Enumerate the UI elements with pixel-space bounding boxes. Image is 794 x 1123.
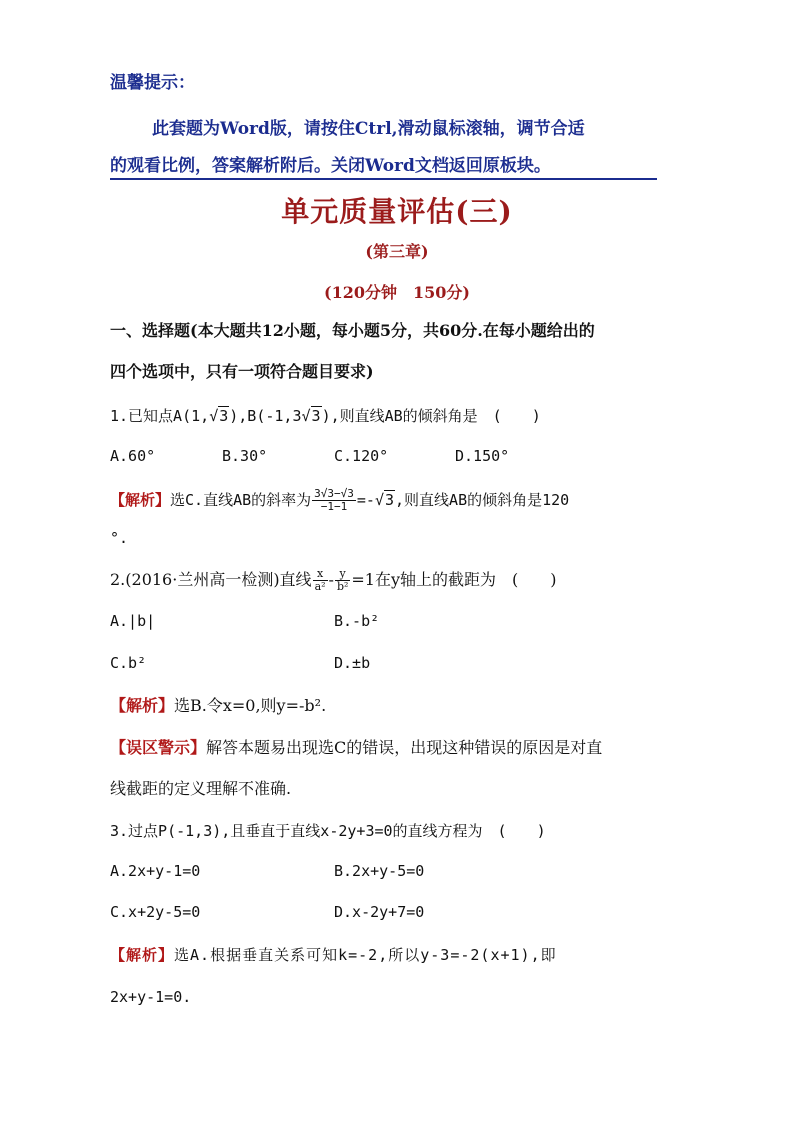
sqrt-symbol: √3: [374, 491, 395, 509]
q1-option-b: B.30°: [222, 447, 268, 465]
q1-solution-part-c: ,则直线AB的倾斜角是120: [395, 491, 570, 509]
q1-stem-part-c: ),则直线AB的倾斜角是 ( ): [321, 407, 541, 425]
q3-stem: 3.过点P(-1,3),且垂直于直线x-2y+3=0的直线方程为 ( ): [110, 822, 546, 840]
fraction-numerator: y: [335, 568, 350, 581]
section-heading-line-1: 一、选择题(本大题共12小题，每小题5分，共60分.在每小题给出的: [110, 321, 595, 340]
q1-option-a: A.60°: [110, 447, 156, 465]
q2-warning-line-1: 解答本题易出现选C的错误，出现这种错误的原因是对直: [206, 738, 603, 757]
solution-tag: 【解析】: [110, 946, 175, 964]
q2-option-d: D.±b: [334, 654, 371, 672]
q1-slope-fraction: [312, 488, 356, 513]
section-heading-line-2: 四个选项中，只有一项符合题目要求): [110, 362, 374, 381]
tip-line-1: 此套题为Word版，请按住Ctrl,滑动鼠标滚轴，调节合适: [152, 119, 585, 139]
fraction-numerator: 3√3−√3: [314, 487, 354, 500]
q1-option-c: C.120°: [334, 447, 389, 465]
chapter-label: (第三章): [365, 242, 429, 261]
warning-tag: 【误区警示】: [110, 738, 207, 757]
solution-tag: 【解析】: [110, 491, 171, 509]
q3-option-d: D.x-2y+7=0: [334, 903, 425, 921]
timing-label: (120分钟 150分): [324, 283, 470, 302]
q1-stem-part-b: ),B(-1,3: [229, 407, 302, 425]
sqrt-symbol: √3: [301, 407, 321, 425]
tip-title: 温馨提示：: [110, 73, 195, 93]
q1-stem-part-a: 1.已知点A(1,: [110, 407, 210, 425]
q3-option-c: C.x+2y-5=0: [110, 903, 201, 921]
q3-solution-line-1: 选A.根据垂直关系可知k=-2,所以y-3=-2(x+1),即: [174, 946, 557, 964]
fraction-numerator: x: [313, 568, 328, 581]
q2-option-b: B.-b²: [334, 612, 380, 630]
q1-solution: [110, 488, 700, 513]
q1-solution-sqrt: 3: [384, 491, 395, 509]
sqrt-symbol: √3: [209, 407, 229, 425]
q3-option-b: B.2x+y-5=0: [334, 862, 425, 880]
q1-solution-part-b: =-: [356, 491, 375, 509]
fraction-denominator: −1−1: [320, 500, 348, 513]
q3-option-a: A.2x+y-1=0: [110, 862, 201, 880]
q2-warning-line-2: 线截距的定义理解不准确.: [110, 779, 292, 798]
page-title: 单元质量评估(三): [281, 195, 513, 228]
q1-sqrt-1: 3: [219, 407, 229, 425]
q2-stem-part-a: 2.(2016·兰州高一检测)直线: [110, 570, 312, 589]
q2-fraction-x: [313, 568, 328, 593]
q2-solution-text: 选B.令x=0,则y=-b².: [174, 696, 327, 715]
q1-sqrt-2: 3: [311, 407, 321, 425]
q2-option-c: C.b²: [110, 654, 147, 672]
q2-stem: [110, 568, 700, 593]
q1-solution-part-a: 选C.直线AB的斜率为: [170, 491, 312, 509]
q2-stem-part-b: =1在y轴上的截距为 ( ): [351, 570, 557, 589]
q1-option-d: D.150°: [455, 447, 510, 465]
q1-stem: [110, 405, 700, 427]
q2-warning: [110, 737, 700, 759]
q3-solution: [110, 944, 700, 966]
q2-solution: [110, 695, 700, 717]
solution-tag: 【解析】: [110, 696, 175, 715]
tip-line-2: 的观看比例，答案解析附后。关闭Word文档返回原板块。: [110, 151, 657, 180]
q3-solution-line-2: 2x+y-1=0.: [110, 988, 192, 1006]
fraction-denominator: a²: [314, 580, 326, 593]
q1-solution-line-2: °.: [110, 529, 129, 547]
q2-minus: -: [328, 570, 334, 589]
fraction-denominator: b²: [336, 580, 349, 593]
q2-option-a: A.|b|: [110, 612, 156, 630]
q2-fraction-y: [335, 568, 350, 593]
